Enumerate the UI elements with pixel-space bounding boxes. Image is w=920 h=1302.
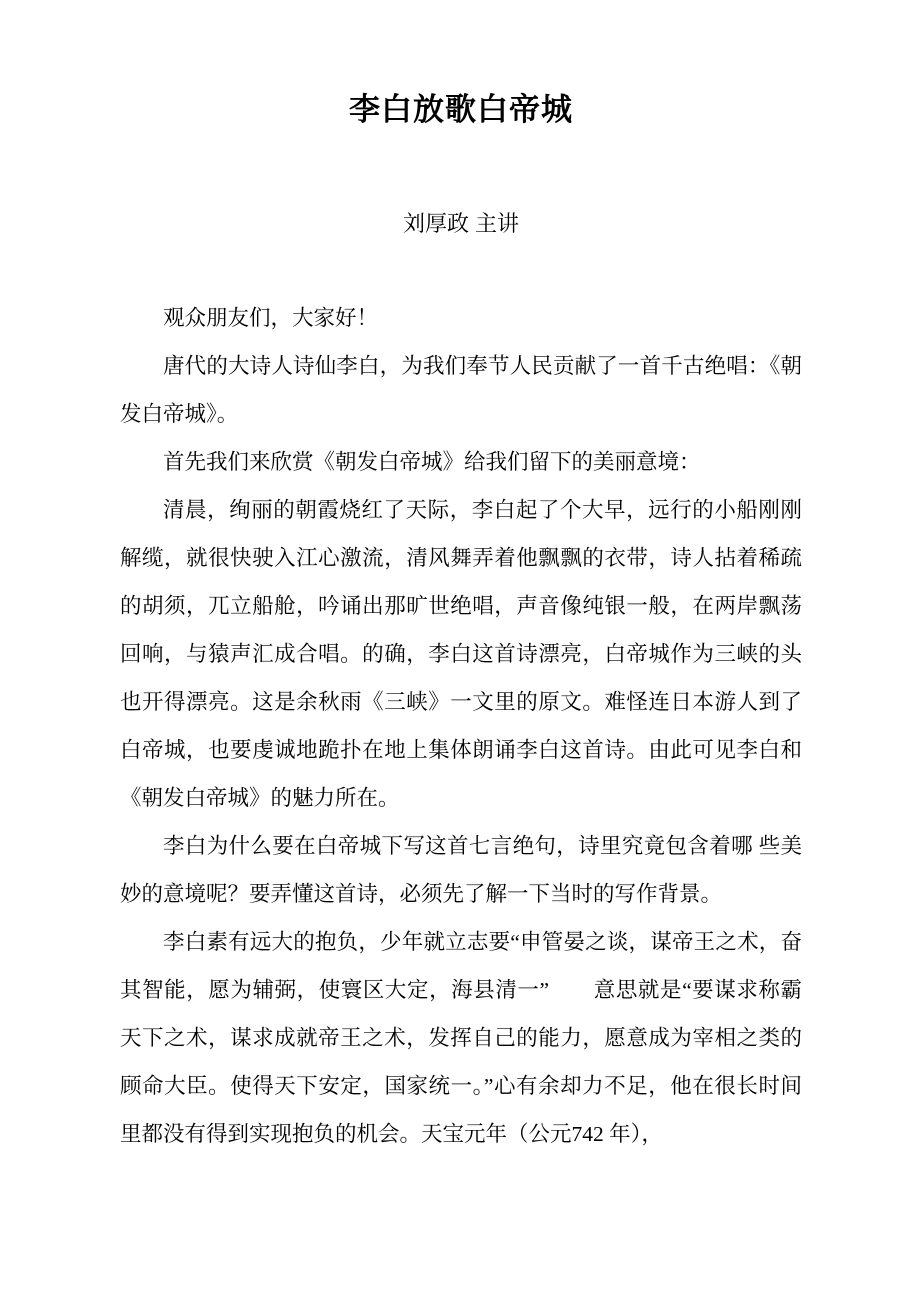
paragraph-lead-in: 首先我们来欣赏《朝发白帝城》给我们留下的美丽意境： <box>163 450 701 474</box>
paragraph-scene-description: 清晨，绚丽的朝霞烧红了天际，李白起了个大早，远行的小船刚刚解缆，就很快驶入江心激流，清风舞弄着他飘飘的衣带，诗人拈着稀疏的胡须，兀立船舱，吟诵出那旷世绝唱，声音像纯银一般，在两岸飘荡回响，与猿声汇成合唱。的确，李白这首诗漂亮，白帝城作为三峡的头也开得漂亮。这是余秋雨《三峡》一文里的原文。难怪连日本游人到了白帝城，也要虔诚地跪扑在地上集体朗诵李白这首诗。由此可见李白和《朝发白帝城》的魅力所在。 <box>120 498 802 810</box>
paragraph-greeting: 观众朋友们，大家好！ <box>163 306 379 330</box>
document-byline: 刘厚政 主讲 <box>402 211 520 236</box>
paragraph-intro: 唐代的大诗人诗仙李白，为我们奉节人民贡献了一首千古绝唱：《朝发白帝城》。 <box>120 354 802 426</box>
paragraph-question: 李白为什么要在白帝城下写这首七言绝句，诗里究竟包含着哪 些美妙的意境呢？要弄懂这首诗，必须先了解一下当时的写作背景。 <box>120 834 802 906</box>
document-title: 李白放歌白帝城 <box>349 92 573 127</box>
paragraph-background: 李白素有远大的抱负，少年就立志要“申管晏之谈，谋帝王之术，奋其智能，愿为辅弼，使寰区大定，海县清一” 意思就是“要谋求称霸天下之术，谋求成就帝王之术，发挥自己的能力，愿意成为宰相之类的顾命大臣。使得天下安定，国家统一。”心有余却力不足，他在很长时间里都没有得到实现抱负的机会。天宝元年（公元742 年）， <box>120 930 802 1146</box>
document-body <box>120 294 802 1158</box>
